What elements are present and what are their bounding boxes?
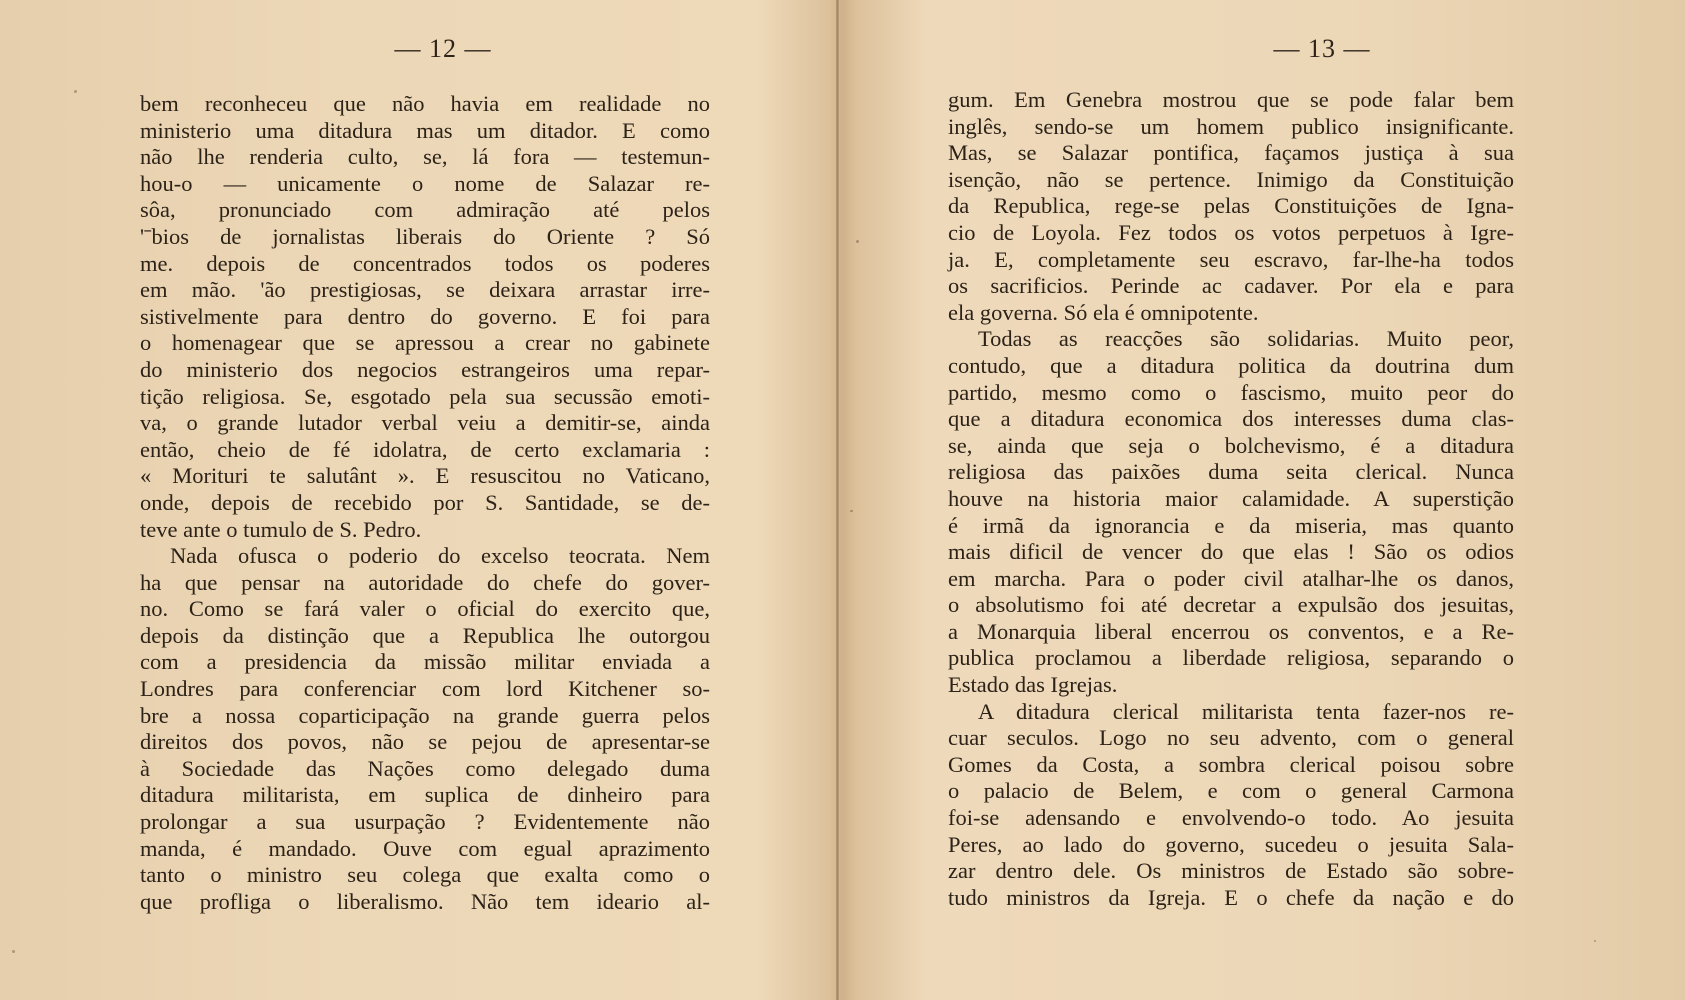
text-line: depois da distinção que a Republica lhe outorgou: [140, 622, 710, 648]
text-line: tanto o ministro seu colega que exalta como o: [140, 862, 710, 888]
text-line: « Morituri te salutânt ». E resuscitou no Vaticano,: [140, 463, 710, 489]
text-line: no. Como se fará valer o oficial do exercito que,: [140, 596, 710, 622]
text-line: em marcha. Para o poder civil atalhar-lhe os danos,: [948, 565, 1514, 591]
text-line: cuar seculos. Logo no seu advento, com o general: [948, 725, 1514, 751]
page-body-text: [140, 91, 710, 915]
page-number: — 12 —: [394, 34, 492, 63]
text-line: prolongar a sua usurpação ? Evidentemente não: [140, 809, 710, 835]
text-line: bem reconheceu que não havia em realidade no: [140, 91, 710, 116]
text-line: ministerio uma ditadura mas um ditador. E como: [140, 117, 710, 143]
text-line: partido, mesmo como o fascismo, muito peor do: [948, 379, 1514, 405]
book-gutter: [836, 0, 839, 1000]
text-line: tudo ministros da Igreja. E o chefe da nação e do: [948, 884, 1514, 910]
text-line: houve na historia maior calamidade. A superstição: [948, 485, 1514, 511]
text-line: sôa, pronunciado com admiração até pelos: [140, 197, 710, 223]
paper-speck: [850, 510, 853, 512]
text-line: o absolutismo foi até decretar a expulsão dos jesuitas,: [948, 592, 1514, 618]
text-line: em mão. 'ão prestigiosas, se deixara arrastar irre-: [140, 277, 710, 303]
text-line: onde, depois de recebido por S. Santidade, se de-: [140, 489, 710, 515]
text-line: então, cheio de fé idolatra, de certo exclamaria :: [140, 436, 710, 462]
text-line: gum. Em Genebra mostrou que se pode falar bem: [948, 87, 1514, 112]
text-line: contudo, que a ditadura politica da doutrina dum: [948, 352, 1514, 378]
text-line: mais dificil de vencer do que elas ! São os odios: [948, 539, 1514, 565]
text-line: isenção, não se pertence. Inimigo da Constituição: [948, 166, 1514, 192]
text-line: Nada ofusca o poderio do excelso teocrata. Nem: [170, 543, 710, 569]
text-line: o homenagear que se apressou a crear no gabinete: [140, 330, 710, 356]
paper-speck: [12, 950, 15, 953]
paper-speck: [856, 240, 859, 243]
text-line: zar dentro dele. Os ministros de Estado são sobre-: [948, 858, 1514, 884]
text-line: teve ante o tumulo de S. Pedro.: [140, 516, 422, 542]
text-line: se, ainda que seja o bolchevismo, é a ditadura: [948, 432, 1514, 458]
text-line: Todas as reacções são solidarias. Muito peor,: [978, 326, 1514, 352]
page-number: — 13 —: [1273, 34, 1371, 63]
text-line: Estado das Igrejas.: [948, 672, 1118, 698]
text-line: Gomes da Costa, a sombra clerical poisou sobre: [948, 751, 1514, 777]
text-line: do ministerio dos negocios estrangeiros uma repar-: [140, 356, 710, 382]
text-line: da Republica, rege-se pelas Constituições de Igna-: [948, 193, 1514, 219]
text-line: foi-se adensando e envolvendo-o todo. Ao jesuita: [948, 805, 1514, 831]
text-line: hou-o — unicamente o nome de Salazar re-: [140, 170, 710, 196]
left-page: [0, 0, 836, 1000]
text-line: ela governa. Só ela é omnipotente.: [948, 299, 1259, 325]
text-line: com a presidencia da missão militar enviada a: [140, 649, 710, 675]
text-line: é irmã da ignorancia e da miseria, mas quanto: [948, 512, 1514, 538]
page-body-text: [948, 87, 1514, 911]
paper-speck: [74, 90, 77, 93]
text-line: os sacrificios. Perinde ac cadaver. Por ela e para: [948, 273, 1514, 299]
text-line: Mas, se Salazar pontifica, façamos justiça à sua: [948, 140, 1514, 166]
text-line: Peres, ao lado do governo, sucedeu o jesuita Sala-: [948, 831, 1514, 857]
text-line: ha que pensar na autoridade do chefe do gover-: [140, 569, 710, 595]
text-line: sistivelmente para dentro do governo. E foi para: [140, 303, 710, 329]
right-page: [840, 0, 1685, 1000]
text-line: religiosa das paixões duma seita clerical. Nunca: [948, 459, 1514, 485]
text-line: que a ditadura economica dos interesses duma clas-: [948, 406, 1514, 432]
text-line: cio de Loyola. Fez todos os votos perpetuos à Igre-: [948, 219, 1514, 245]
text-line: ja. E, completamente seu escravo, far-lhe-ha todos: [948, 246, 1514, 272]
text-line: não lhe renderia culto, se, lá fora — testemun-: [140, 144, 710, 170]
text-line: a Monarquia liberal encerrou os conventos, e a Re-: [948, 618, 1514, 644]
text-line: va, o grande lutador verbal veiu a demitir-se, ainda: [140, 410, 710, 436]
text-line: Londres para conferenciar com lord Kitchener so-: [140, 676, 710, 702]
text-line: direitos dos povos, não se pejou de apresentar-se: [140, 729, 710, 755]
text-line: 'ˉbios de jornalistas liberais do Oriente ? Só: [140, 223, 710, 249]
text-line: que profliga o liberalismo. Não tem ideario al-: [140, 888, 710, 914]
text-line: me. depois de concentrados todos os poderes: [140, 250, 710, 276]
text-line: inglês, sendo-se um homem publico insignificante.: [948, 113, 1514, 139]
text-line: bre a nossa coparticipação na grande guerra pelos: [140, 702, 710, 728]
text-line: à Sociedade das Nações como delegado duma: [140, 755, 710, 781]
text-line: publica proclamou a liberdade religiosa, separando o: [948, 645, 1514, 671]
text-line: A ditadura clerical militarista tenta fazer-nos re-: [978, 698, 1514, 724]
text-line: o palacio de Belem, e com o general Carmona: [948, 778, 1514, 804]
text-line: ditadura militarista, em suplica de dinheiro para: [140, 782, 710, 808]
text-line: manda, é mandado. Ouve com egual aprazimento: [140, 835, 710, 861]
paper-speck: [1594, 940, 1596, 942]
text-line: tição religiosa. Se, esgotado pela sua secussão emoti-: [140, 383, 710, 409]
